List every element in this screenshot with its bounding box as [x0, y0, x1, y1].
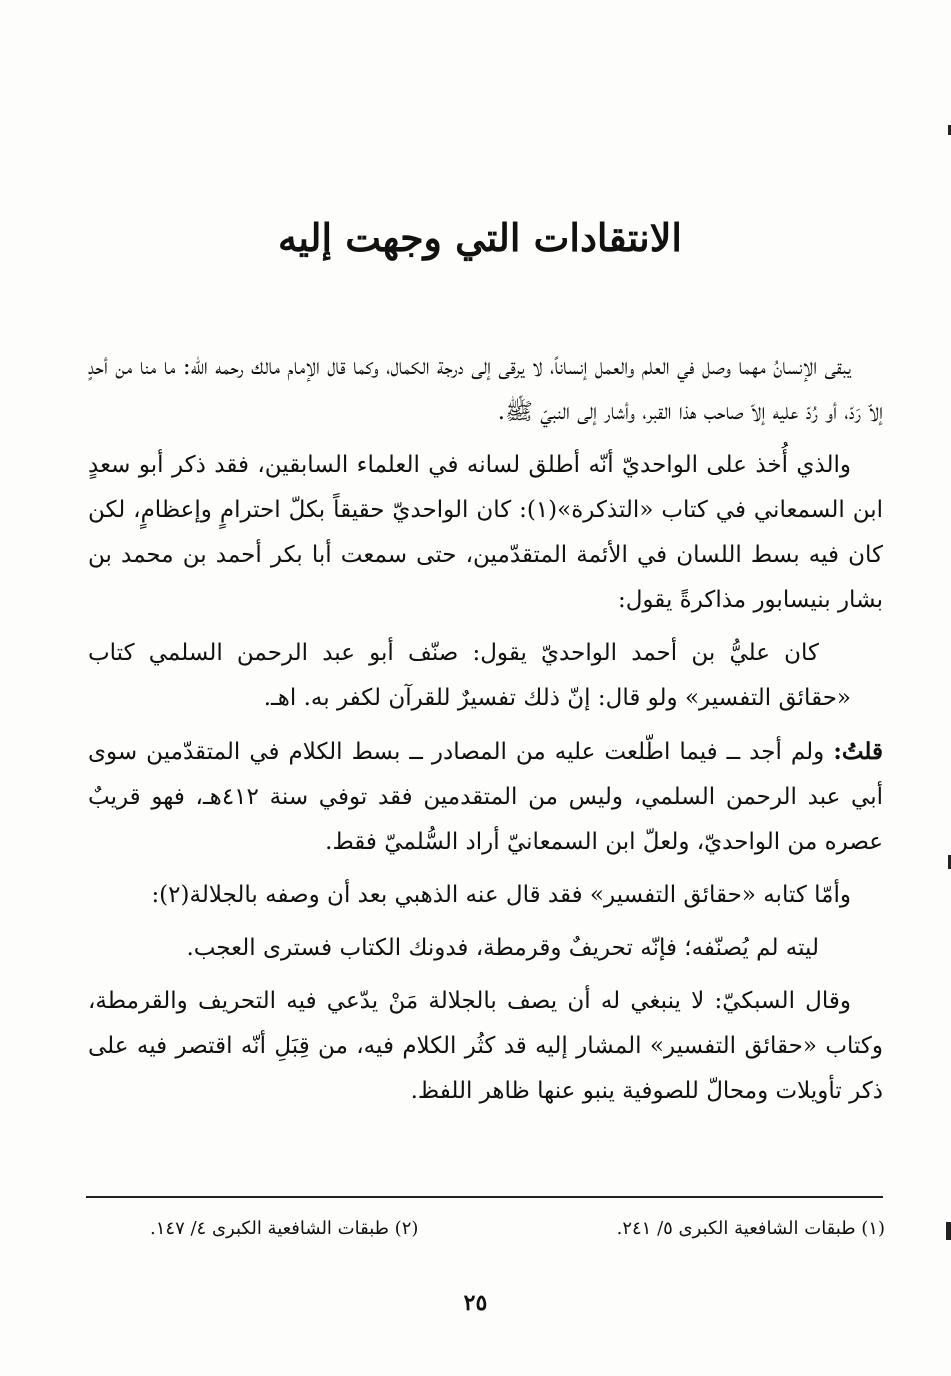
main-text: [88, 345, 883, 1122]
paragraph-2: والذي أُخذ على الواحديّ أنّه أطلق لسانه في العلماء السابقين، فقد ذكر أبو سعدٍ ابن السمعاني في كتاب «التذكرة»(١): كان الواحديّ حقيقاً بكلّ احترامٍ وإعظامٍ، لكن كان فيه بسط اللسان في الأئمة المتقدّمين، حتى سمعت أبا بكر أحمد بن محمد بن بشار بنيسابور مذاكرةً يقول:: [88, 452, 883, 613]
footnote-1: (١) طبقات الشافعية الكبرى ٥/ ٢٤١.: [616, 1218, 885, 1239]
footnote-separator: [86, 1196, 883, 1198]
quote-wahidi: كان عليُّ بن أحمد الواحديّ يقول: صنّف أبو عبد الرحمن السلمي كتاب «حقائق التفسير» ولو قال: إنّ ذلك تفسيرٌ للقرآن لكفر به. اهـ.: [88, 640, 851, 711]
paragraph-1: يبقى الإنسانُ مهما وصل في العلم والعمل إنساناً، لا يرقى إلى درجة الكمال، وكما قال الإمام مالك رحمه الله: ما منا من أحدٍ إلاّ رَدّ، أو رُدّ عليه إلاّ صاحب هذا القبر، وأشار إلى النبيّ ﷺ.: [88, 354, 883, 425]
paragraph-7: وقال السبكيّ: لا ينبغي له أن يصف بالجلالة مَنْ يدّعي فيه التحريف والقرمطة، وكتاب «حقائق التفسير» المشار إليه قد كثُر الكلام فيه، من قِبَلِ أنّه اقتصر فيه على ذكر تأويلات ومحالّ للصوفية ينبو عنها ظاهر اللفظ.: [88, 988, 883, 1104]
paragraph-4: ولم أجد ــ فيما اطّلعت عليه من المصادر ــ بسط الكلام في المتقدّمين سوى أبي عبد الرحمن السلمي، وليس من المتقدمين فقد توفي سنة ٤١٢هـ، فهو قريبٌ عصره من الواحديّ، ولعلّ ابن السمعانيّ أراد السُّلميّ فقط.: [88, 739, 884, 855]
scan-edge-mark-bottom: [946, 1222, 951, 1240]
paragraph-qultu: [88, 729, 883, 865]
paragraph-5: وأمّا كتابه «حقائق التفسير» فقد قال عنه الذهبي بعد أن وصفه بالجلالة(٢):: [151, 882, 851, 908]
quote-dhahabi: ليته لم يُصنّفه؛ فإنّه تحريفٌ وقرمطة، فدونك الكتاب فسترى العجب.: [186, 935, 819, 961]
page-number: ٢٥: [463, 1290, 488, 1316]
section-heading: الانتقادات التي وجهت إليه: [278, 215, 682, 260]
footnote-2: (٢) طبقات الشافعية الكبرى ٤/ ١٤٧.: [150, 1218, 419, 1239]
footnotes: [150, 1218, 885, 1239]
qultu-label: قلتُ:: [833, 738, 884, 765]
